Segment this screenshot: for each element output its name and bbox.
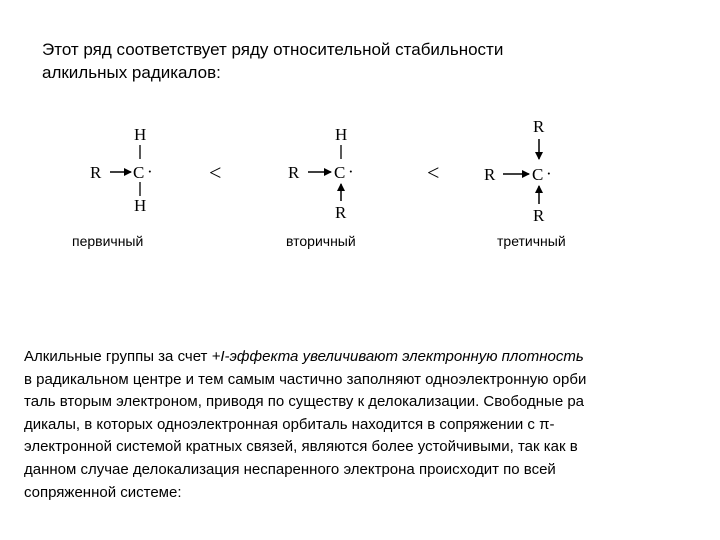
less-than-2: < xyxy=(427,160,440,185)
primary-radical-structure xyxy=(72,125,153,249)
tertiary-radical-structure xyxy=(484,117,566,249)
substituent-bottom: R xyxy=(335,203,347,222)
caption-primary: первичный xyxy=(72,233,144,249)
secondary-radical-structure xyxy=(286,125,356,249)
substituent-left: R xyxy=(484,165,496,184)
central-carbon: C xyxy=(133,163,145,182)
caption-secondary: вторичный xyxy=(286,233,356,249)
body-line-3: таль вторым электроном, приводя по существу к делокализации. Свободные ра xyxy=(24,393,585,411)
body-line-5: электронной системой кратных связей, являются более устойчивыми, так как в xyxy=(24,438,578,456)
explanation-paragraph xyxy=(24,346,710,504)
heading-line-1: Этот ряд соответствует ряду относительной стабильности xyxy=(42,40,504,59)
substituent-left: R xyxy=(90,163,102,182)
caption-tertiary: третичный xyxy=(497,233,566,249)
body-line-2: в радикальном центре и тем самым частично заполняют одноэлектронную орби xyxy=(24,370,587,388)
central-carbon: C xyxy=(334,163,346,182)
body-line-7: сопряженной системе: xyxy=(24,483,182,501)
body-line-1-italic: +I-эффекта увеличивают электронную плотность xyxy=(211,348,584,365)
body-line-1-plain: Алкильные группы за счет xyxy=(24,348,212,365)
radical-dot: · xyxy=(348,162,354,181)
substituent-top: R xyxy=(533,117,545,136)
substituent-bottom: R xyxy=(533,206,545,225)
radical-dot: · xyxy=(546,164,552,183)
less-than-1: < xyxy=(209,160,222,185)
heading-line-2: алкильных радикалов: xyxy=(42,63,221,82)
substituent-top: H xyxy=(134,125,147,144)
central-carbon: C xyxy=(532,165,544,184)
body-line-6: данном случае делокализация неспаренного электрона происходит по всей xyxy=(24,460,556,478)
body-line-1 xyxy=(24,346,710,369)
substituent-top: H xyxy=(335,125,348,144)
radical-dot: · xyxy=(147,162,153,181)
body-line-4: дикалы, в которых одноэлектронная орбиталь находится в сопряжении с π- xyxy=(24,415,555,433)
substituent-bottom: H xyxy=(134,196,147,215)
substituent-left: R xyxy=(288,163,300,182)
